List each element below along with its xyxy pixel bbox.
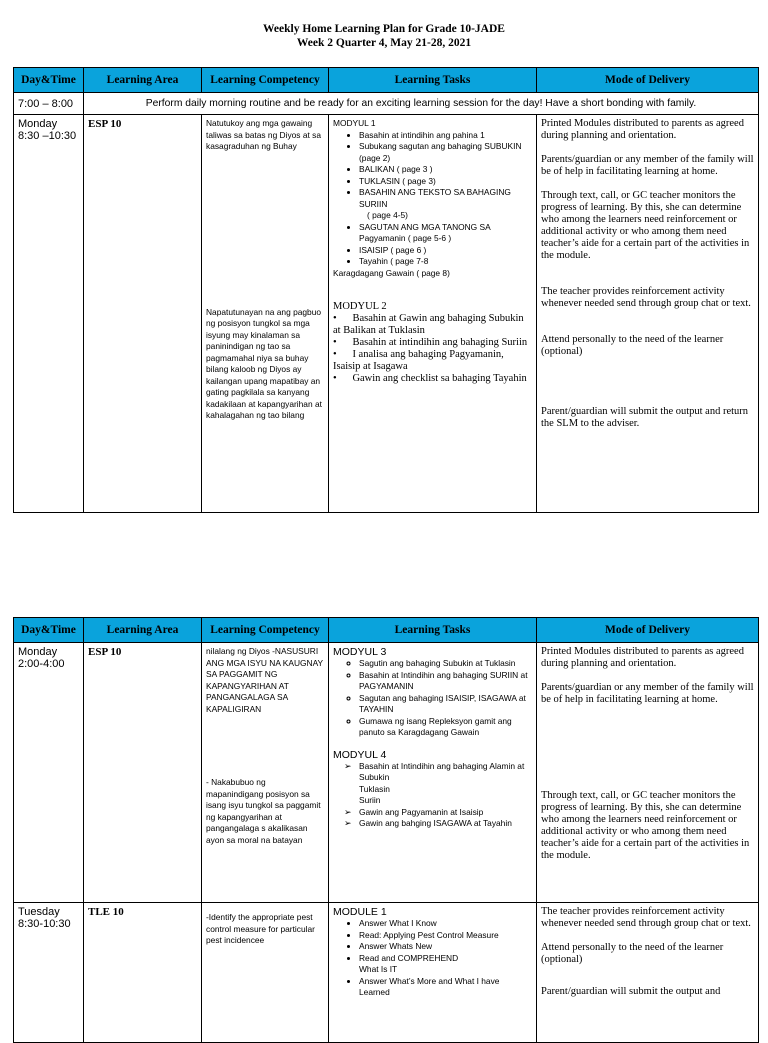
delivery-text: Parent/guardian will submit the output and return the SLM to the adviser. <box>541 406 749 429</box>
delivery-text: The teacher provides reinforcement activity whenever needed send through group chat or text. <box>541 906 751 929</box>
day-time-cell <box>14 643 84 903</box>
arrow-bullet-icon: ➢ <box>344 818 352 828</box>
task-list <box>333 918 532 999</box>
list-item-text: Basahin at intindihin ang bahaging Suriin <box>352 337 528 348</box>
learning-plan-table-2 <box>13 617 759 1043</box>
routine-text: Perform daily morning routine and be ready for an exciting learning session for the day! Have a short bonding with family. <box>84 93 759 115</box>
list-item: • ISAISIP ( page 6 ) <box>359 245 532 257</box>
learning-tasks-cell <box>329 903 537 1043</box>
learning-area-cell: TLE 10 <box>84 903 202 1043</box>
competency-text: Napatutunayan na ang pagbuo ng posisyon tungkol sa mga isyung may kinalaman sa paninindigan ng tao sa pagmamahal niya sa buhay bilang kaloob ng Diyos ay kailangan upang mapatibay an gating pagkilala sa kanyang kadakilaan at kapangyarihan at kahalagahan ng tao bilang <box>206 306 322 420</box>
list-item-subtext: ( page 4-5) <box>367 210 408 220</box>
list-item-text: Gawin ang checklist sa bahaging Tayahin <box>352 373 527 384</box>
table-row <box>14 115 759 513</box>
header-day-time: Day&Time <box>14 68 84 93</box>
header-learning-area: Learning Area <box>84 68 202 93</box>
bullet-icon: • <box>333 373 337 384</box>
header-learning-competency: Learning Competency <box>202 68 329 93</box>
delivery-text: Printed Modules distributed to parents as agreed during planning and orientation. <box>541 118 744 141</box>
header-mode-of-delivery: Mode of Delivery <box>537 618 759 643</box>
learning-competency-cell <box>202 643 329 903</box>
document-subtitle: Week 2 Quarter 4, May 21-28, 2021 <box>296 37 472 49</box>
list-item: ◦ Basahin at Intindihin ang bahaging SURIIN at PAGYAMANIN <box>359 670 532 693</box>
list-item: • Subukang sagutan ang bahaging SUBUKIN (page 2) <box>359 141 532 164</box>
competency-text: nilalang ng Diyos -NASUSURI ANG MGA ISYU NA KAUGNAY SA PAGGAMIT NG KAPANGYARIHAN AT PANGANGALAGA SA KAPALIGIRAN <box>206 646 323 714</box>
list-item-text: Suriin <box>359 795 381 805</box>
header-day-time: Day&Time <box>14 618 84 643</box>
list-item: • Answer What’s More and What I have Learned <box>359 976 532 999</box>
list-item: • TUKLASIN ( page 3) <box>359 176 532 188</box>
list-item-text: Tuklasin <box>359 783 390 794</box>
list-item-text: Gawin ang Pagyamanin at Isaisip <box>359 806 484 817</box>
bullet-icon: • <box>333 337 337 348</box>
delivery-text: The teacher provides reinforcement activity whenever needed send through group chat or text. <box>541 286 751 309</box>
list-item-text: I analisa ang bahaging Pagyamanin, Isaisip at Isagawa <box>333 349 504 372</box>
day-label: Monday <box>18 646 58 658</box>
delivery-text: Printed Modules distributed to parents as agreed during planning and orientation. <box>541 646 744 669</box>
module-title: MODYUL 2 <box>333 301 387 312</box>
learning-competency-cell <box>202 115 329 513</box>
learning-area-cell: ESP 10 <box>84 643 202 903</box>
task-list <box>333 130 532 268</box>
day-time-cell <box>14 115 84 513</box>
list-item <box>333 349 532 373</box>
list-item <box>359 953 532 976</box>
table-row <box>14 643 759 903</box>
list-item-text: Basahin at Intindihin ang bahaging Alamin at Subukin <box>359 760 525 782</box>
module-title: MODYUL 3 <box>333 646 387 658</box>
day-label: Monday <box>18 118 58 130</box>
list-item: • Answer What I Know <box>359 918 532 930</box>
delivery-text: Attend personally to the need of the learner (optional) <box>541 334 724 357</box>
learning-tasks-cell <box>329 115 537 513</box>
list-item: • BALIKAN ( page 3 ) <box>359 164 532 176</box>
header-learning-area: Learning Area <box>84 618 202 643</box>
bullet-icon: • <box>333 349 337 360</box>
time-label: 8:30 –10:30 <box>18 130 77 142</box>
list-item <box>344 818 532 830</box>
delivery-text: Parent/guardian will submit the output and <box>541 986 721 997</box>
list-item: • SAGUTAN ANG MGA TANONG SA Pagyamanin ( page 5-6 ) <box>359 222 532 245</box>
module-title: MODYUL 1 <box>333 118 376 128</box>
header-learning-competency: Learning Competency <box>202 618 329 643</box>
delivery-text: Attend personally to the need of the learner (optional) <box>541 942 724 965</box>
routine-row <box>14 93 759 115</box>
list-item <box>344 760 532 807</box>
competency-text: - Nakabubuo ng mapanindigang posisyon sa isang isyu tungkol sa paggamit ng kapangyarihan at pangangalaga s akalikasan ayon sa moral na batayan <box>206 777 321 845</box>
table-header-row <box>14 618 759 643</box>
delivery-text: Parents/guardian or any member of the family will be of help in facilitating learning at home. <box>541 154 754 177</box>
list-item: ◦ Gumawa ng isang Repleksyon gamit ang panuto sa Karagdagang Gawain <box>359 716 532 739</box>
learning-tasks-cell <box>329 643 537 903</box>
list-item <box>333 337 532 349</box>
mode-of-delivery-cell <box>537 643 759 903</box>
delivery-text: Through text, call, or GC teacher monitors the progress of learning. By this, she can determine who among the learners need reinforcement or additional activity or who among them need teacher’s aide for a certain part of the activities in the module. <box>541 190 750 261</box>
time-label: 8:30-10:30 <box>18 918 71 930</box>
list-item: ◦ Sagutin ang bahaging Subukin at Tuklasin <box>359 658 532 670</box>
task-list <box>333 313 532 385</box>
time-label: 2:00-4:00 <box>18 658 65 670</box>
list-item: • Answer Whats New <box>359 941 532 953</box>
list-item-text: • Read and COMPREHEND <box>359 952 459 963</box>
competency-text: Natutukoy ang mga gawaing taliwas sa batas ng Diyos at sa kasagraduhan ng Buhay <box>206 118 321 151</box>
list-item: ◦ Sagutan ang bahaging ISAISIP, ISAGAWA at TAYAHIN <box>359 693 532 716</box>
extra-activity: Karagdagang Gawain ( page 8) <box>333 267 450 278</box>
task-list <box>333 658 532 739</box>
list-item: • Tayahin ( page 7-8 <box>359 256 532 268</box>
day-label: Tuesday <box>18 906 60 918</box>
list-item <box>333 313 532 337</box>
header-learning-tasks: Learning Tasks <box>329 68 537 93</box>
table-row <box>14 903 759 1043</box>
day-time-cell <box>14 903 84 1043</box>
module-title: MODULE 1 <box>333 906 387 918</box>
list-item-subtext: What Is IT <box>359 964 398 974</box>
arrow-bullet-icon: ➢ <box>344 760 352 771</box>
list-item <box>359 187 532 222</box>
bullet-icon: • <box>333 313 337 324</box>
document-title: Weekly Home Learning Plan for Grade 10-JADE <box>263 23 505 35</box>
learning-plan-table-1 <box>13 67 759 513</box>
list-item: • Read: Applying Pest Control Measure <box>359 930 532 942</box>
mode-of-delivery-cell <box>537 903 759 1043</box>
list-item <box>333 373 532 385</box>
delivery-text: Parents/guardian or any member of the family will be of help in facilitating learning at home. <box>541 682 754 705</box>
header-mode-of-delivery: Mode of Delivery <box>537 68 759 93</box>
header-learning-tasks: Learning Tasks <box>329 618 537 643</box>
table-header-row <box>14 68 759 93</box>
list-item-text: Basahin at Gawin ang bahaging Subukin at Balikan at Tuklasin <box>333 313 524 336</box>
learning-area-cell: ESP 10 <box>84 115 202 513</box>
mode-of-delivery-cell <box>537 115 759 513</box>
list-item-text: Gawin ang bahging ISAGAWA at Tayahin <box>359 818 512 828</box>
routine-time: 7:00 – 8:00 <box>14 93 84 115</box>
delivery-text: Through text, call, or GC teacher monitors the progress of learning. By this, she can determine who among the learners need reinforcement or additional activity or who among them need teacher’s aide for a certain part of the activities in the module. <box>541 790 750 861</box>
list-item-text: • BASAHIN ANG TEKSTO SA BAHAGING SURIIN <box>359 187 511 209</box>
competency-text: -Identify the appropriate pest control measure for particular pest incidencee <box>206 912 315 945</box>
list-item: • Basahin at intindihin ang pahina 1 <box>359 130 532 142</box>
list-item <box>344 806 532 819</box>
task-list <box>333 761 532 830</box>
module-title: MODYUL 4 <box>333 748 387 761</box>
learning-competency-cell <box>202 903 329 1043</box>
arrow-bullet-icon: ➢ <box>344 806 352 817</box>
